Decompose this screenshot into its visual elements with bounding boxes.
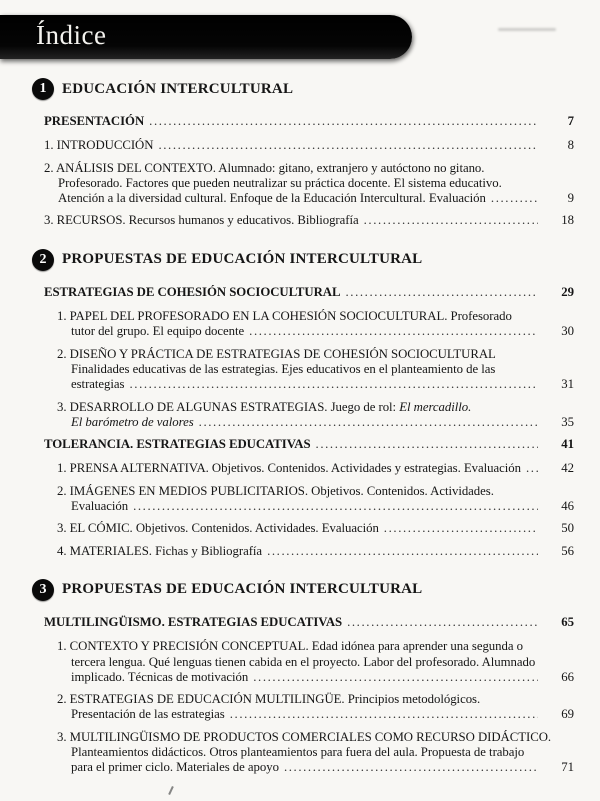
entry-text: ESTRATEGIAS DE COHESIÓN SOCIOCULTURAL <box>44 284 341 299</box>
entry-line <box>57 415 574 430</box>
dot-leader <box>364 213 538 226</box>
entry-line: 2. IMÁGENES EN MEDIOS PUBLICITARIOS. Objetivos. Contenidos. Actividades. <box>57 483 494 498</box>
toc-section <box>39 78 574 229</box>
page-number: 29 <box>561 284 574 299</box>
entry-line <box>57 521 574 536</box>
entry-line: 2. ESTRATEGIAS DE EDUCACIÓN MULTILINGÜE. Principios metodológicos. <box>57 692 481 707</box>
dot-leader <box>316 437 538 450</box>
entry-line <box>44 615 574 630</box>
entry-text: 3. EL CÓMIC. Objetivos. Contenidos. Actividades. Evaluación <box>57 521 379 536</box>
page-number: 50 <box>561 521 574 536</box>
section-heading <box>32 249 574 271</box>
entry-text <box>71 415 194 430</box>
entry-text-segment: El mercadillo. <box>399 399 472 414</box>
entry-text: 4. MATERIALES. Fichas y Bibliografía <box>57 543 263 558</box>
scan-artifact <box>498 28 556 31</box>
entry-line: 3. MULTILINGÜISMO DE PRODUCTOS COMERCIALES COMO RECURSO DIDÁCTICO. <box>57 729 552 744</box>
dot-leader <box>345 285 538 298</box>
entry-line <box>57 324 574 339</box>
entry-line: 2. ANÁLISIS DEL CONTEXTO. Alumnado: gitano, extranjero y autóctono no gitano. <box>44 160 485 175</box>
entry-line: 3. DESARROLLO DE ALGUNAS ESTRATEGIAS. Juego de rol: El mercadillo. <box>57 399 472 414</box>
page-title: Índice <box>36 20 107 50</box>
toc-section <box>39 249 574 559</box>
entry-text: 1. INTRODUCCIÓN <box>44 138 154 153</box>
entry-line <box>57 670 574 685</box>
dot-leader <box>199 415 538 428</box>
entry-line: Planteamientos didácticos. Otros planteamientos para fuera del aula. Propuesta de trabajo <box>71 745 525 760</box>
entry-line <box>57 377 574 392</box>
toc-entry <box>44 461 574 476</box>
toc-entry <box>44 730 574 776</box>
dot-leader <box>149 114 538 127</box>
dot-leader <box>129 377 538 390</box>
entry-text: PRESENTACIÓN <box>44 114 145 128</box>
page-number: 8 <box>567 138 574 153</box>
dot-leader <box>249 324 538 337</box>
dot-leader <box>347 615 538 628</box>
dot-leader <box>384 521 538 534</box>
page-number: 66 <box>561 669 574 684</box>
page-number: 69 <box>561 707 574 722</box>
toc-entry <box>44 213 574 228</box>
entry-line <box>44 114 574 129</box>
page-number: 65 <box>561 614 574 629</box>
dot-leader <box>158 138 538 151</box>
entry-line: 2. DISEÑO Y PRÁCTICA DE ESTRATEGIAS DE COHESIÓN SOCIOCULTURAL <box>57 346 496 361</box>
toc-entry <box>44 521 574 536</box>
entry-text: estrategias <box>71 377 125 392</box>
page-number: 30 <box>561 324 574 339</box>
entry-line: 1. PAPEL DEL PROFESORADO EN LA COHESIÓN SOCIOCULTURAL. Profesorado <box>57 309 512 324</box>
entry-text: tutor del grupo. El equipo docente <box>71 324 245 339</box>
dot-leader <box>267 544 538 557</box>
page-number: 31 <box>561 377 574 392</box>
section-heading <box>32 579 574 601</box>
entry-line: Profesorado. Factores que pueden neutralizar su práctica docente. El sistema educativo. <box>58 175 502 190</box>
section-title: PROPUESTAS DE EDUCACIÓN INTERCULTURAL <box>62 581 423 598</box>
page-number: 56 <box>561 543 574 558</box>
toc-sections <box>39 78 574 783</box>
dot-leader <box>133 499 538 512</box>
toc-section <box>39 579 574 776</box>
entry-text: MULTILINGÜISMO. ESTRATEGIAS EDUCATIVAS <box>44 614 343 629</box>
toc-entry <box>44 161 574 207</box>
section-title: EDUCACIÓN INTERCULTURAL <box>62 80 294 97</box>
entry-line <box>44 437 574 452</box>
page-number: 35 <box>561 414 574 429</box>
page-number: 41 <box>561 437 574 452</box>
page-number: 7 <box>567 114 574 128</box>
section-title: PROPUESTAS DE EDUCACIÓN INTERCULTURAL <box>62 251 423 268</box>
dot-leader <box>253 670 538 683</box>
page-number: 42 <box>561 461 574 476</box>
section-number-badge: 1 <box>32 78 54 100</box>
entry-text: implicado. Técnicas de motivación <box>71 669 249 684</box>
entry-line <box>57 760 574 775</box>
toc-entry <box>44 285 574 300</box>
toc-entry <box>44 400 574 431</box>
index-title-bar <box>0 15 412 59</box>
entry-line <box>57 707 574 722</box>
entry-line <box>57 544 574 559</box>
section-heading <box>32 78 574 100</box>
entry-text: para el primer ciclo. Materiales de apoyo <box>71 760 279 775</box>
toc-entry <box>44 484 574 515</box>
toc-entry <box>44 309 574 340</box>
toc-entry <box>44 639 574 685</box>
section-number-badge: 2 <box>32 249 54 271</box>
entry-text: 3. RECURSOS. Recursos humanos y educativos. Bibliografía <box>44 213 359 228</box>
toc-entry <box>44 138 574 153</box>
toc-entry <box>44 544 574 559</box>
scan-artifact <box>168 786 174 795</box>
toc-entry <box>44 114 574 129</box>
entry-line <box>57 461 574 476</box>
entry-line: tercera lengua. Qué lenguas tienen cabida en el proyecto. Labor del profesorado. Alumnado <box>71 654 536 669</box>
entry-text: 1. PRENSA ALTERNATIVA. Objetivos. Contenidos. Actividades y estrategias. Evaluación <box>57 461 521 476</box>
entry-line <box>44 138 574 153</box>
entry-text-segment: El barómetro de valores <box>71 414 194 429</box>
toc-entry <box>44 437 574 452</box>
dot-leader <box>526 461 538 474</box>
entry-line <box>57 499 574 514</box>
section-number-badge: 3 <box>32 579 54 601</box>
toc-entry <box>44 615 574 630</box>
dot-leader <box>230 707 538 720</box>
entry-line <box>44 285 574 300</box>
entry-text: Presentación de las estrategias <box>71 707 225 722</box>
page-number: 18 <box>561 213 574 228</box>
toc-entry <box>44 692 574 723</box>
entry-line: Finalidades educativas de las estrategias. Ejes educativos en el planteamiento de las <box>71 361 496 376</box>
entry-text: Atención a la diversidad cultural. Enfoque de la Educación Intercultural. Evaluación <box>58 191 486 206</box>
entry-line <box>44 191 574 206</box>
toc-entry <box>44 347 574 393</box>
entry-line <box>44 213 574 228</box>
page-number: 9 <box>567 191 574 206</box>
entry-text: TOLERANCIA. ESTRATEGIAS EDUCATIVAS <box>44 437 311 452</box>
entry-line: 1. CONTEXTO Y PRECISIÓN CONCEPTUAL. Edad idónea para aprender una segunda o <box>57 639 523 654</box>
page-number: 46 <box>561 499 574 514</box>
dot-leader <box>491 191 538 204</box>
page-number: 71 <box>561 760 574 775</box>
entry-text: Evaluación <box>71 499 129 514</box>
dot-leader <box>284 760 538 773</box>
